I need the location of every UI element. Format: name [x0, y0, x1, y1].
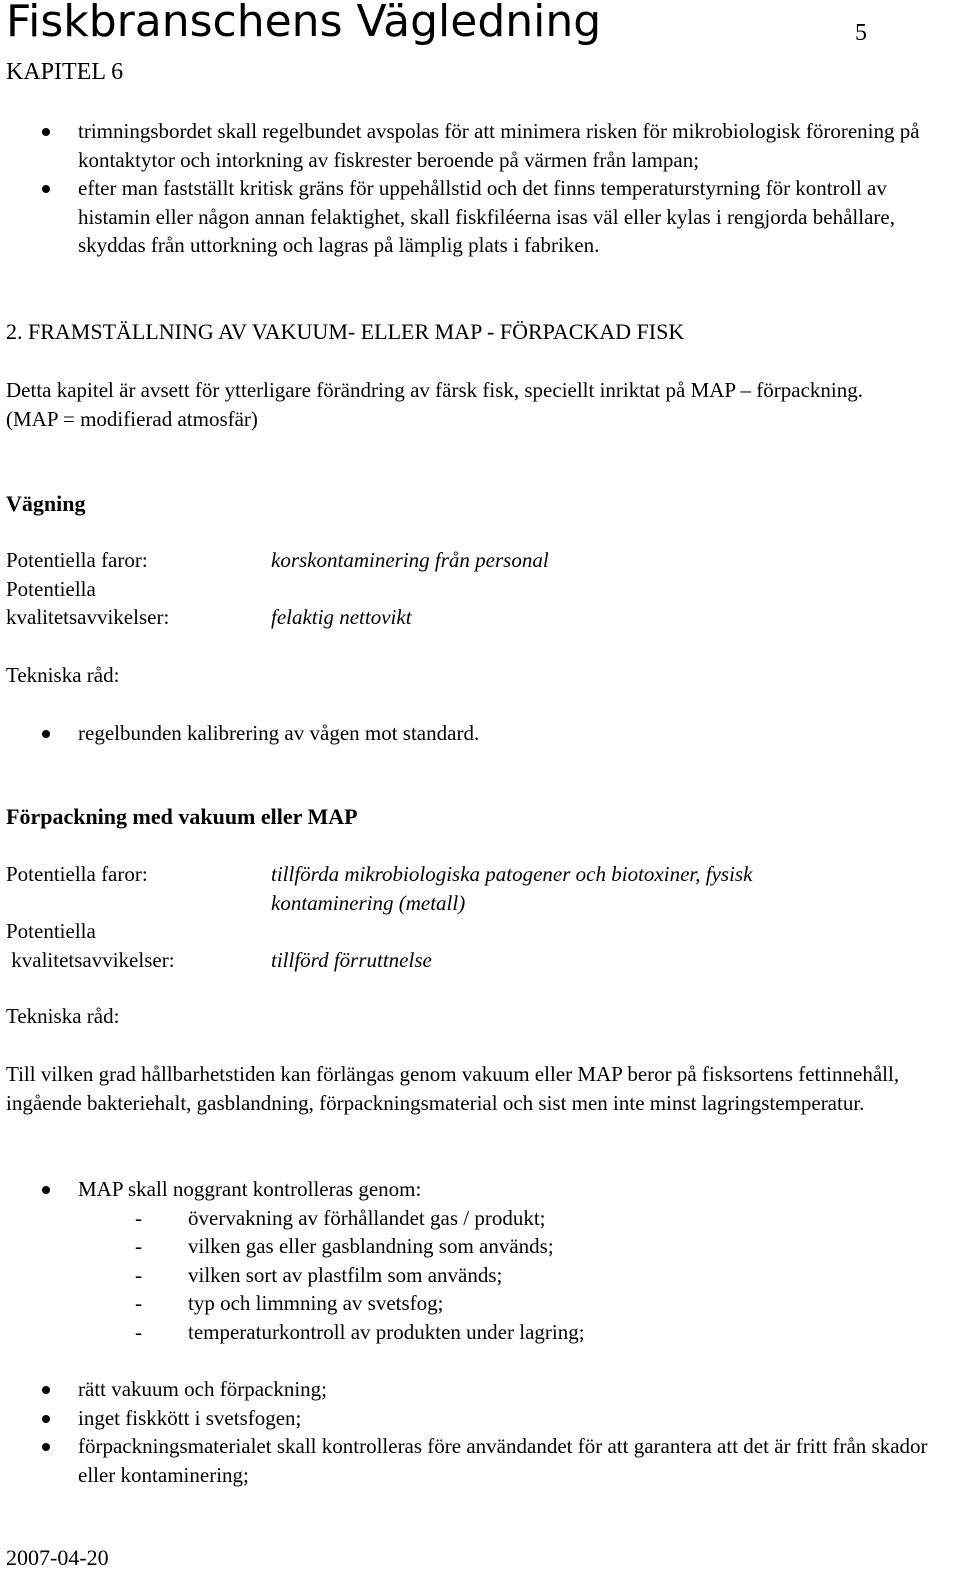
section-heading: 2. FRAMSTÄLLNING AV VAKUUM- ELLER MAP - FÖRPACKAD FISK: [6, 319, 685, 344]
dash-marker: -: [135, 1291, 142, 1316]
quality-value: felaktig nettovikt: [271, 605, 412, 629]
dash-marker: -: [135, 1234, 142, 1259]
bullet-icon: [42, 128, 50, 136]
hazards-label: Potentiella faror:: [6, 548, 148, 572]
list-item: [6, 719, 958, 748]
page-number: 5: [855, 20, 867, 46]
list-item-text: trimningsbordet skall regelbundet avspolas för att minimera risken för mikrobiologisk förorening på kontaktytor och intorkning av fiskrester beroende på värmen från lampan;: [78, 119, 920, 172]
map-bullet-list: [6, 1175, 958, 1347]
list-item-text: MAP skall noggrant kontrolleras genom:: [78, 1177, 422, 1201]
dash-item-text: typ och limmning av svetsfog;: [188, 1291, 444, 1316]
subsection-heading-vagning: Vägning: [6, 491, 86, 516]
list-item-text: rätt vakuum och förpackning;: [78, 1377, 328, 1401]
final-bullet-list: [6, 1375, 958, 1489]
hazards-row: [6, 860, 958, 918]
chapter-label: KAPITEL 6: [6, 59, 124, 85]
footer-date: 2007-04-20: [6, 1545, 109, 1570]
dash-item-text: temperaturkontroll av produkten under lagring;: [188, 1319, 585, 1344]
list-item-text: regelbunden kalibrering av vågen mot standard.: [78, 721, 480, 745]
list-item: [6, 1432, 958, 1489]
list-item-text: efter man fastställt kritisk gräns för uppehållstid och det finns temperaturstyrning för kontroll av histamin eller någon annan felaktighet, skall fiskfiléerna isas väl eller kylas i rengjorda behållare, skyddas från uttorkning och lagras på lämplig plats i fabriken.: [78, 176, 895, 258]
hazards-value: tillförda mikrobiologiska patogener och biotoxiner, fysisk kontaminering (metall): [271, 862, 753, 915]
dash-item-text: vilken sort av plastfilm som används;: [188, 1262, 503, 1287]
bullet-icon: [42, 730, 50, 738]
list-item-text: inget fiskkött i svetsfogen;: [78, 1405, 302, 1430]
quality-label-line2: kvalitetsavvikelser:: [6, 605, 170, 629]
hazards-row: [6, 546, 958, 575]
dash-marker: -: [135, 1319, 142, 1344]
hazards-value: korskontaminering från personal: [271, 548, 549, 572]
bullet-icon: [42, 1443, 50, 1451]
list-item-text: förpackningsmaterialet skall kontrolleras före användandet för att garantera att det är fritt från skador eller kontaminering;: [78, 1434, 928, 1487]
subsection-heading-forpackning: Förpackning med vakuum eller MAP: [6, 804, 358, 829]
bullet-icon: [42, 1386, 50, 1394]
intro-bullet-list: [6, 117, 958, 260]
list-item: [6, 117, 958, 174]
quality-label-row: [6, 575, 958, 604]
dash-item: [6, 1204, 958, 1233]
list-item: [6, 174, 958, 260]
advice-label: Tekniska råd:: [6, 663, 120, 687]
quality-label-row: [6, 917, 958, 946]
quality-row: [6, 946, 958, 975]
section-intro-paragraph: Detta kapitel är avsett för ytterligare förändring av färsk fisk, speciellt inriktat på MAP – förpackning. (MAP = modifierad atmosfär): [6, 378, 864, 431]
document-title: Fiskbranschens Vägledning: [6, 0, 602, 47]
list-item: [6, 1175, 958, 1204]
dash-item: [6, 1289, 958, 1318]
quality-label-line1: Potentiella: [6, 919, 96, 943]
list-item: [6, 1404, 958, 1433]
quality-label-line2: kvalitetsavvikelser:: [6, 948, 175, 972]
bullet-icon: [42, 1415, 50, 1423]
dash-item: [6, 1261, 958, 1290]
quality-row: [6, 603, 958, 632]
dash-marker: -: [135, 1262, 142, 1287]
map-dash-list: [6, 1204, 958, 1347]
dash-marker: -: [135, 1205, 142, 1230]
advice-bullet-list: [6, 719, 958, 748]
quality-value: tillförd förruttnelse: [271, 948, 432, 972]
dash-item-text: övervakning av förhållandet gas / produkt;: [188, 1205, 546, 1230]
hazards-label: Potentiella faror:: [6, 862, 148, 886]
dash-item-text: vilken gas eller gasblandning som används;: [188, 1234, 554, 1259]
dash-item: [6, 1318, 958, 1347]
list-item: [6, 1375, 958, 1404]
bullet-icon: [42, 1186, 50, 1194]
advice-label: Tekniska råd:: [6, 1004, 120, 1028]
advice-paragraph: Till vilken grad hållbarhetstiden kan förlängas genom vakuum eller MAP beror på fisksortens fettinnehåll, ingående bakteriehalt, gasblandning, förpackningsmaterial och sist men inte minst lagringstemperatur.: [6, 1062, 900, 1115]
dash-item: [6, 1232, 958, 1261]
quality-label-line1: Potentiella: [6, 577, 96, 601]
bullet-icon: [42, 185, 50, 193]
